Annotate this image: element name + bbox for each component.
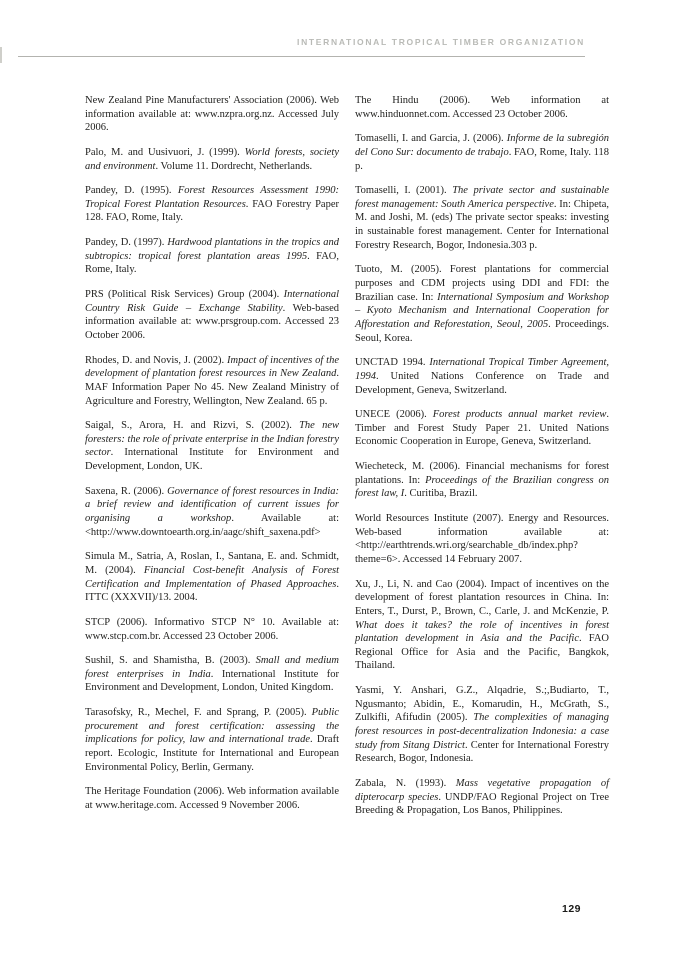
reference-text: Tarasofsky, R., Mechel, F. and Sprang, P. (2005). — [85, 707, 312, 719]
page-number: 129 — [562, 903, 582, 915]
reference-text: New Zealand Pine Manufacturers' Association (2006). Web information available at: www.nzpra.org.nz. Accessed July 2006. — [85, 95, 339, 134]
reference-entry — [355, 512, 609, 567]
reference-entry — [85, 146, 339, 173]
reference-entry — [85, 184, 339, 225]
reference-entry — [85, 654, 339, 695]
reference-text: . International Institute for Environment and Development, London, United Kingdom. — [85, 668, 339, 694]
reference-text: Xu, J., Li, N. and Cao (2004). Impact of incentives on the development of forest plantation resources in China. In: Enters, T., Durst, P., Brown, C., Carle, J. and McKenzie, P. — [355, 578, 609, 617]
reference-text: Pandey, D. (1995). — [85, 185, 178, 197]
reference-entry — [355, 460, 609, 501]
reference-text: . Volume 11. Dordrecht, Netherlands. — [155, 160, 313, 172]
reference-text: . Center for International Forestry Research, Bogor, Indonesia. — [355, 739, 610, 765]
reference-entry — [85, 616, 339, 643]
reference-text: . ITTC (XXXVII)/13. 2004. — [85, 578, 339, 604]
reference-text: The Heritage Foundation (2006). Web information available at www.heritage.com. Accessed 9 November 2006. — [85, 786, 339, 811]
reference-title-italic: World forests, society and environment — [85, 146, 339, 172]
reference-entry — [85, 550, 339, 605]
reference-text: World Resources Institute (2007). Energy and Resources. Web-based information available at: <http://earthtrends.wri.org/searchable_db/index.php?theme=6>. Accessed 14 February 2007. — [355, 513, 609, 565]
reference-entry — [355, 184, 609, 252]
reference-title-italic: Governance of forest resources in India: a brief review and identification of current issues for organising a workshop — [85, 485, 339, 525]
reference-entry — [85, 706, 339, 774]
reference-text: . FAO Forestry Paper 128. FAO, Rome, Italy. — [85, 198, 339, 224]
reference-text: . UNDP/FAO Regional Project on Tree Breeding & Propagation, Los Banos, Philippines. — [355, 791, 609, 817]
reference-title-italic: International Tropical Timber Agreement, 1994 — [355, 357, 609, 382]
reference-entry — [85, 485, 339, 540]
reference-title-italic: Small and medium forest enterprises in India — [85, 655, 339, 680]
reference-text: . Draft report. Ecologic, Institute for International and European Environmental Policy, Berlin, Germany. — [85, 734, 339, 773]
reference-title-italic: Mass vegetative propagation of dipterocarp species — [355, 777, 609, 803]
reference-text: Saigal, S., Arora, H. and Rizvi, S. (2002). — [85, 420, 300, 432]
reference-text: Wiecheteck, M. (2006). Financial mechanisms for forest plantations. In: — [355, 461, 609, 486]
reference-text: PRS (Political Risk Services) Group (2004). — [85, 289, 284, 301]
reference-text: Yasmi, Y. Anshari, G.Z., Alqadrie, S.;,Budiarto, T., Ngusmanto; Abidin, E., Komarudin, H., McGrath, S., Zulkifli, Afifudin (2005). — [355, 685, 609, 724]
reference-entry — [85, 419, 339, 474]
references-column-left — [85, 94, 339, 829]
reference-title-italic: Hardwood plantations in the tropics and subtropics: tropical forest plantation areas 1995 — [85, 237, 339, 262]
reference-title-italic: International Symposium and Workshop – Kyoto Mechanism and International Cooperation for Afforestation and Reforestation, Seoul, 2005 — [355, 291, 610, 330]
reference-entry — [355, 356, 609, 397]
header-rule — [18, 56, 585, 57]
reference-text: Sushil, S. and Shamistha, B. (2003). — [85, 655, 256, 667]
reference-entry — [355, 263, 609, 345]
reference-title-italic: Proceedings of the Brazilian congress on forest law, I — [355, 474, 609, 500]
reference-text: UNECE (2006). — [355, 409, 433, 421]
reference-entry — [85, 94, 339, 135]
reference-text: . FAO, Rome, Italy. — [85, 250, 339, 276]
reference-entry — [85, 236, 339, 277]
reference-text: . MAF Information Paper No 45. New Zealand Ministry of Agriculture and Forestry, Wellington, New Zealand. 65 p. — [85, 368, 339, 407]
reference-title-italic: The private sector and sustainable forest management: South America perspective — [355, 185, 609, 210]
reference-entry — [355, 408, 609, 449]
reference-title-italic: The complexities of managing forest resources in post-decentralization Indonesia: a case study from Sitang District — [355, 712, 609, 751]
reference-text: UNCTAD 1994. — [355, 357, 430, 369]
reference-text: . FAO Regional Office for Asia and the Pacific, Bangkok, Thailand. — [355, 633, 610, 672]
reference-entry — [85, 785, 339, 812]
reference-text: . United Nations Conference on Trade and Development, Geneva, Switzerland. — [355, 370, 609, 396]
reference-text: . Web-based information available at: www.prsgroup.com. Accessed 23 October 2006. — [85, 302, 339, 341]
reference-text: The Hindu (2006). Web information at www.hinduonnet.com. Accessed 23 October 2006. — [355, 95, 609, 120]
reference-text: Rhodes, D. and Novis, J. (2002). — [85, 354, 228, 366]
reference-title-italic: Informe de la subregión del Cono Sur: documento de trabajo — [355, 133, 609, 158]
reference-entry — [355, 132, 609, 173]
running-header-title: INTERNATIONAL TROPICAL TIMBER ORGANIZATION — [297, 37, 585, 47]
reference-text: . In: Chipeta, M. and Joshi, M. (eds) The private sector speaks: investing in sustainable forest management. Center for International Forestry Research, Bogor, Indonesia.303 p. — [355, 198, 609, 251]
reference-entry — [355, 684, 609, 766]
page-edge-mark — [0, 47, 2, 63]
reference-entry — [355, 777, 609, 818]
reference-text: . Curitiba, Brazil. — [404, 488, 478, 500]
reference-title-italic: The new foresters: the role of private enterprise in the Indian forestry sector — [85, 420, 339, 459]
reference-text: . Timber and Forest Study Paper 21. United Nations Economic Cooperation in Europe, Geneva, Switzerland. — [355, 409, 609, 448]
reference-entry — [85, 288, 339, 343]
reference-text: . International Institute for Environment and Development, London, UK. — [85, 447, 339, 473]
reference-text: Tomaselli, I. and Garcia, J. (2006). — [355, 133, 507, 145]
reference-text: Pandey, D. (1997). — [85, 237, 168, 249]
reference-text: . Proceedings. Seoul, Korea. — [355, 318, 609, 344]
reference-text: Tomaselli, I. (2001). — [355, 185, 453, 197]
reference-title-italic: Forest Resources Assessment 1990: Tropical Forest Plantation Resources — [85, 185, 339, 210]
reference-entry — [85, 354, 339, 409]
references-column-right — [355, 94, 609, 829]
reference-text: . FAO, Rome, Italy. 118 p. — [355, 146, 609, 172]
reference-text: Palo, M. and Uusivuori, J. (1999). — [85, 146, 245, 158]
reference-text: Simula M., Satria, A, Roslan, I., Santana, E. and. Schmidt, M. (2004). — [85, 551, 339, 576]
reference-entry — [355, 94, 609, 121]
reference-title-italic: International Country Risk Guide – Exchange Stability — [85, 289, 339, 314]
references-section — [85, 94, 609, 829]
reference-entry — [355, 578, 609, 673]
reference-title-italic: Forest products annual market review — [432, 409, 607, 421]
reference-title-italic: Financial Cost-benefit Analysis of Forest Certification and Implementation of Phased Approaches — [85, 564, 339, 590]
reference-title-italic: What does it takes? the role of incentives in forest plantation development in Asia and the Pacific — [355, 619, 609, 645]
reference-text: Saxena, R. (2006). — [85, 485, 168, 497]
reference-text: . Available at: <http://www.downtoearth.org.in/aagc/shift_saxena.pdf> — [85, 513, 339, 538]
reference-title-italic: Public procurement and forest certification: assessing the implications for policy, law and international trade — [85, 707, 339, 746]
reference-text: Tuoto, M. (2005). Forest plantations for commercial purposes and CDM projects using DDI and FDI: the Brazilian case. In: — [355, 264, 609, 303]
reference-title-italic: Impact of incentives of the development of plantation forest resources in New Zealand — [85, 354, 339, 380]
reference-text: Zabala, N. (1993). — [355, 777, 456, 789]
reference-text: STCP (2006). Informativo STCP N° 10. Available at: www.stcp.com.br. Accessed 23 October 2006. — [85, 616, 339, 642]
